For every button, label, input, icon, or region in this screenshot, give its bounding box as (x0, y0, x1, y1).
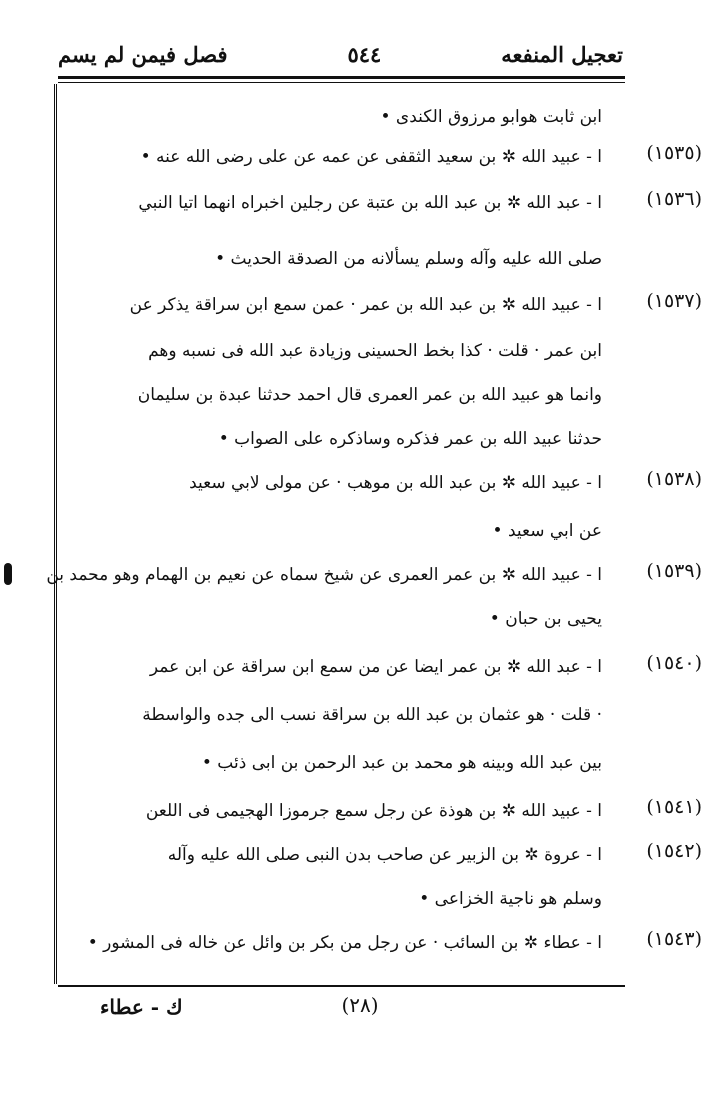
text-line (62, 336, 702, 366)
page-left-border (54, 84, 61, 984)
header-page-number: ٥٤٤ (347, 41, 382, 67)
text-line (62, 468, 702, 498)
header-rule-thin (58, 82, 625, 83)
header-section-title: فصل فيمن لم يسم (58, 41, 228, 67)
footer-catchword: ك - عطاء (100, 995, 183, 1019)
entry-number: (١٥٣٩) (646, 560, 702, 582)
entry-number: (١٥٤٣) (646, 928, 702, 950)
text-line (62, 142, 702, 172)
line-text: ا - عطاء ✲ بن السائب · عن رجل من بكر بن وائل عن خاله فى المشور • (87, 933, 602, 953)
line-text: حدثنا عبيد الله بن عمر فذكره وساذكره على الصواب • (218, 429, 602, 449)
text-line (62, 840, 702, 870)
footer-rule (58, 985, 625, 987)
line-text: ا - عبد الله ✲ بن عبد الله بن عتبة عن رجلين اخبراه انهما اتيا النبي (138, 193, 602, 213)
line-text: وانما هو عبيد الله بن عمر العمرى قال احمد حدثنا عبدة بن سليمان (137, 385, 602, 405)
line-text: بين عبد الله وبينه هو محمد بن عبد الرحمن بن ابى ذئب • (201, 753, 602, 773)
line-text: ا - عروة ✲ بن الزبير عن صاحب بدن النبى صلى الله عليه وآله (167, 845, 602, 865)
entry-number: (١٥٣٨) (646, 468, 702, 490)
entry-number: (١٥٤١) (646, 796, 702, 818)
text-line (62, 796, 702, 826)
text-line (62, 290, 702, 320)
text-line (62, 380, 702, 410)
text-line (62, 748, 702, 778)
entry-number: (١٥٤٢) (646, 840, 702, 862)
line-text: ا - عبيد الله ✲ بن عبد الله بن موهب · عن مولى لابي سعيد (189, 473, 602, 493)
line-text: ابن عمر · قلت · كذا بخط الحسينى وزيادة عبد الله فى نسبه وهم (148, 341, 602, 361)
entry-number: (١٥٣٧) (646, 290, 702, 312)
line-text: ا - عبيد الله ✲ بن عبد الله بن عمر · عمن سمع ابن سراقة يذكر عن (129, 295, 602, 315)
text-line (62, 652, 702, 682)
footer-page-number: (٢٨) (341, 993, 379, 1017)
text-line (62, 516, 702, 546)
line-text: ا - عبيد الله ✲ بن عمر العمرى عن شيخ سماه عن نعيم بن الهمام وهو محمد بن (46, 565, 602, 585)
text-line (62, 424, 702, 454)
entry-number: (١٥٤٠) (646, 652, 702, 674)
line-text: ا - عبيد الله ✲ بن هوذة عن رجل سمع جرموزا الهجيمى فى اللعن (145, 801, 602, 821)
text-line (62, 102, 702, 132)
text-line (62, 928, 702, 958)
header-book-title: تعجيل المنفعه (501, 41, 623, 67)
text-line (62, 884, 702, 914)
line-text: صلى الله عليه وآله وسلم يسألانه من الصدقة الحديث • (215, 249, 602, 269)
text-line (62, 700, 702, 730)
line-text: يحيى بن حبان • (489, 609, 602, 629)
entry-number: (١٥٣٦) (646, 188, 702, 210)
margin-mark (4, 563, 12, 585)
line-text: وسلم هو ناجية الخزاعى • (419, 889, 602, 909)
line-text: ا - عبد الله ✲ بن عمر ايضا عن من سمع ابن سراقة عن ابن عمر (149, 657, 602, 677)
line-text: · قلت · هو عثمان بن عبد الله بن سراقة نسب الى جده والواسطة (142, 705, 602, 725)
text-line (62, 244, 702, 274)
text-line (46, 560, 702, 590)
entry-number: (١٥٣٥) (646, 142, 702, 164)
text-line (62, 604, 702, 634)
text-line (62, 188, 702, 218)
line-text: ابن ثابت هوابو مرزوق الكندى • (380, 107, 602, 127)
running-header (58, 36, 623, 72)
header-rule-thick (58, 76, 625, 79)
line-text: ا - عبيد الله ✲ بن سعيد الثقفى عن عمه عن على رضى الله عنه • (140, 147, 602, 167)
line-text: عن ابي سعيد • (492, 521, 602, 541)
